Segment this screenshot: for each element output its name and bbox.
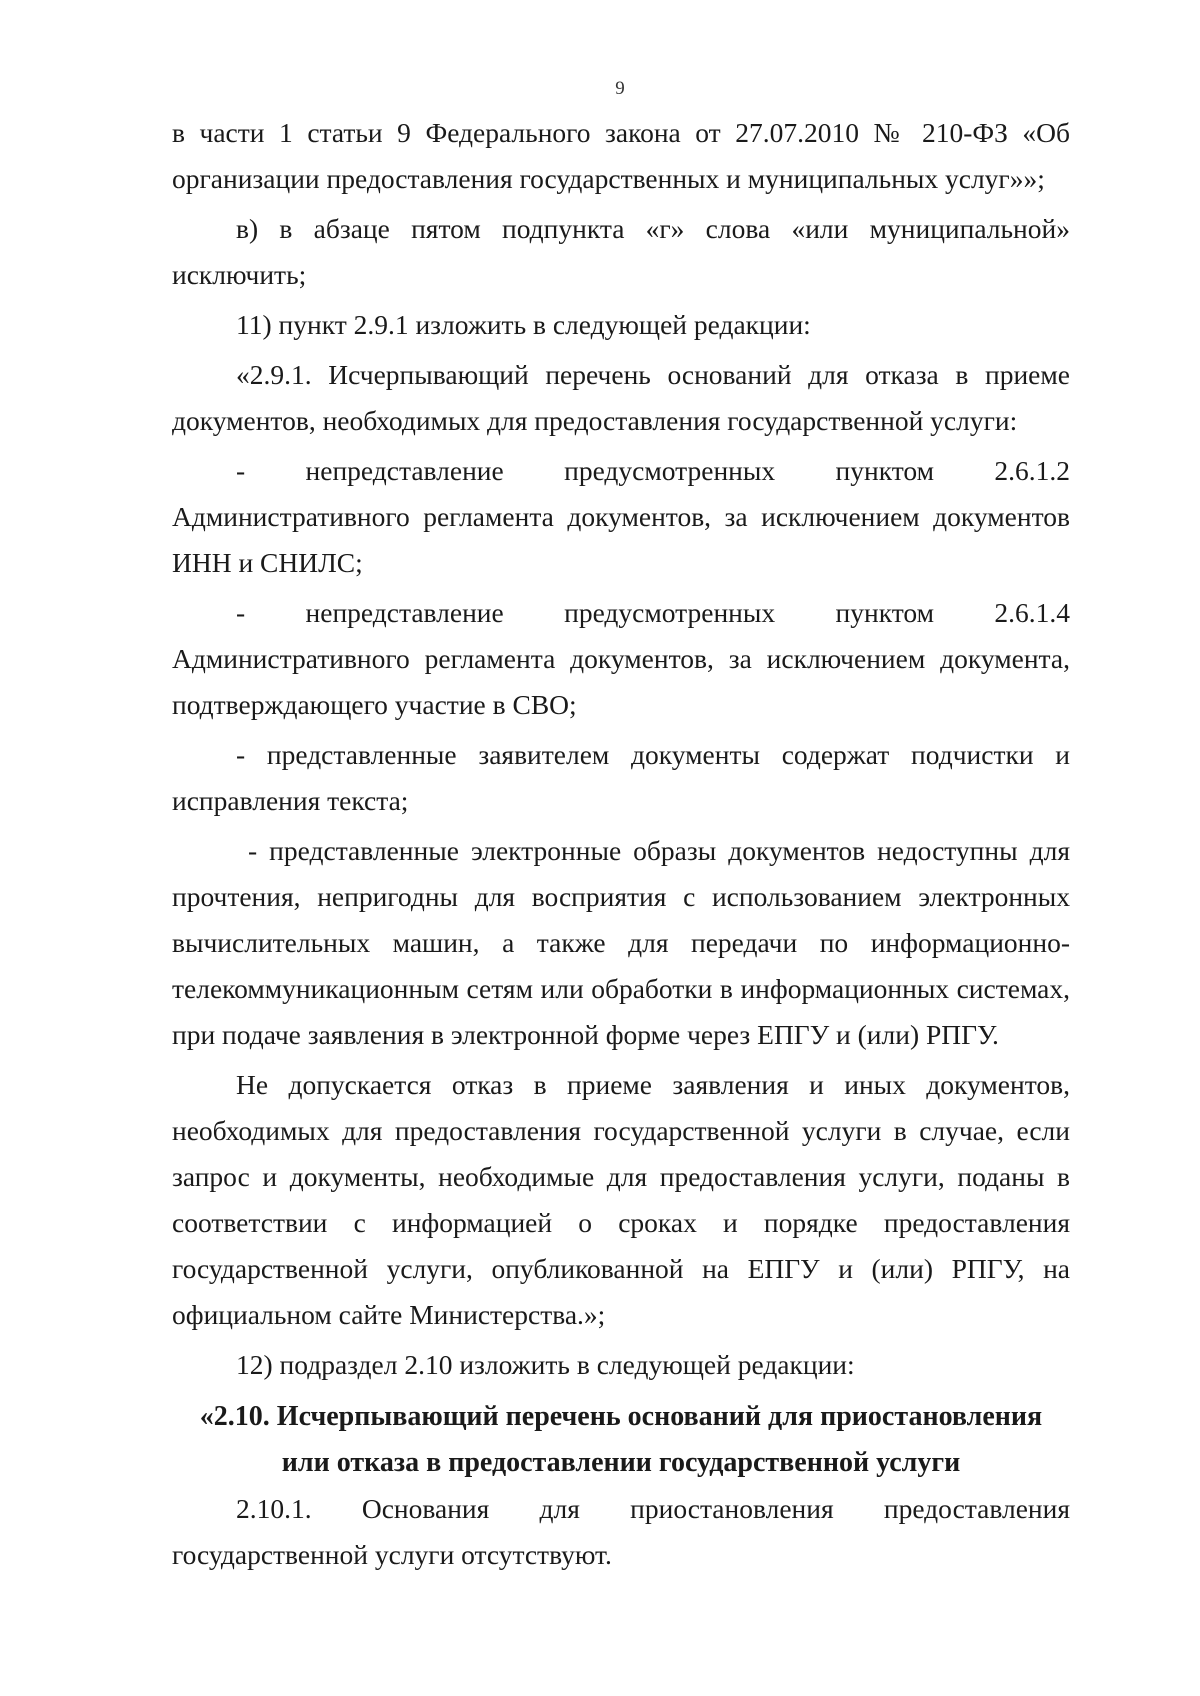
paragraph-continuation: в части 1 статьи 9 Федерального закона от 27.07.2010 № 210-ФЗ «Об организации предоставления государственных и муниципальных услуг»»;: [172, 117, 1070, 194]
paragraph-refusal-not-allowed: Не допускается отказ в приеме заявления и иных документов, необходимых для предоставления государственной услуги в случае, если запрос и документы, необходимые для предоставления услуги, поданы в соответствии с информацией о сроках и порядке предоставления государственной услуги, опубликованной на ЕПГУ и (или) РПГУ, на официальном сайте Министерства.»;: [172, 1069, 1070, 1330]
list-item-ground-1: - непредставление предусмотренных пунктом 2.6.1.2 Административного регламента документов, за исключением документов ИНН и СНИЛС;: [172, 455, 1070, 578]
document-body: [172, 110, 1070, 1578]
section-heading-line-1: «2.10. Исчерпывающий перечень оснований для приостановления: [199, 1401, 1043, 1432]
paragraph-item-11: 11) пункт 2.9.1 изложить в следующей редакции:: [236, 309, 811, 340]
paragraph-subitem-v: в) в абзаце пятом подпункта «г» слова «или муниципальной» исключить;: [172, 213, 1070, 290]
section-heading-line-2: или отказа в предоставлении государственной услуги: [281, 1447, 961, 1478]
list-item-ground-3: - представленные заявителем документы содержат подчистки и исправления текста;: [172, 739, 1070, 816]
list-item-ground-4: - представленные электронные образы документов недоступны для прочтения, непригодны для восприятия с использованием электронных вычислительных машин, а также для передачи по информационно-телекоммуникационным сетям или обработки в информационных системах, при подаче заявления в электронной форме через ЕПГУ и (или) РПГУ.: [172, 835, 1070, 1050]
list-item-ground-2: - непредставление предусмотренных пунктом 2.6.1.4 Административного регламента документов, за исключением документа, подтверждающего участие в СВО;: [172, 597, 1070, 720]
page-number: 9: [615, 78, 625, 99]
paragraph-clause-2-10-1: 2.10.1. Основания для приостановления предоставления государственной услуги отсутствуют.: [172, 1493, 1070, 1570]
section-heading-2-10: [172, 1394, 1070, 1486]
paragraph-clause-2-9-1: «2.9.1. Исчерпывающий перечень оснований для отказа в приеме документов, необходимых для предоставления государственной услуги:: [172, 359, 1070, 436]
paragraph-item-12: 12) подраздел 2.10 изложить в следующей редакции:: [236, 1349, 855, 1380]
